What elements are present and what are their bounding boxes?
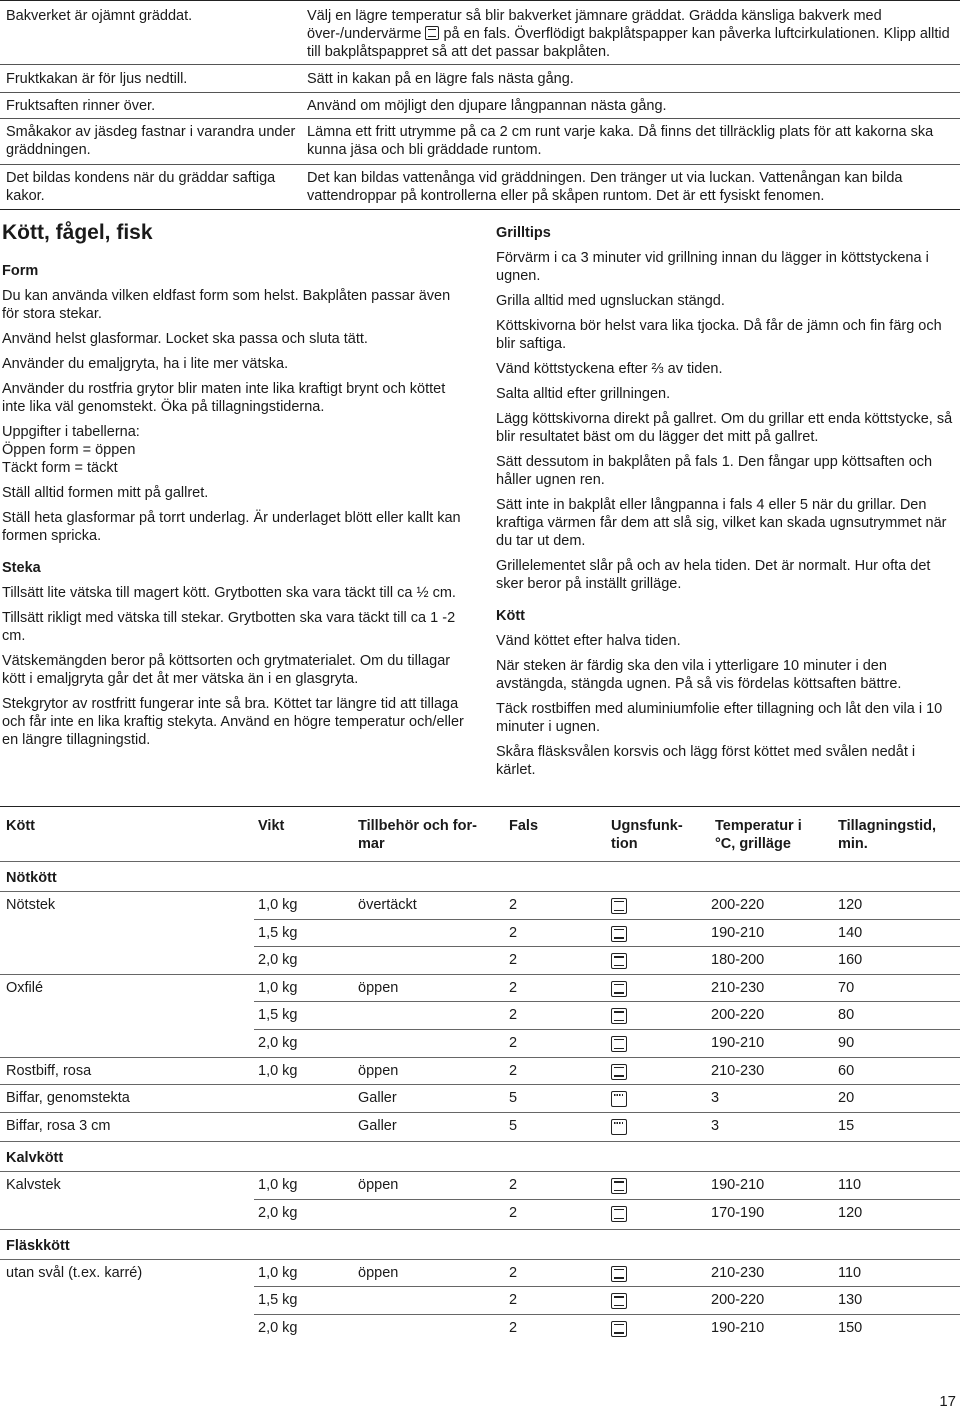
cell-fals: 2: [509, 1035, 518, 1051]
trouble-row: [0, 0, 960, 64]
table-row: [0, 1084, 960, 1112]
cell-temp: 210-230: [711, 979, 765, 996]
upper-lower-heat-icon: [611, 1293, 627, 1309]
problem-text: Det bildas kondens när du gräddar saftiga kakor.: [6, 170, 276, 204]
cell-kott: Rostbiff, rosa: [6, 1062, 92, 1079]
table-row: [0, 919, 960, 947]
table-row: [0, 891, 960, 919]
cell-temp: 3: [711, 1090, 720, 1107]
remedy-text: Lämna ett fritt utrymme på ca 2 cm runt varje kaka. Då finns det tillräcklig plats för att kakorna ska kunna jäsa och bli gräddade runtom.: [307, 124, 934, 158]
cell-tid: 70: [838, 979, 855, 996]
table-row: [0, 1286, 960, 1314]
problem-text: Fruktsaften rinner över.: [6, 98, 156, 114]
table-row: [0, 1029, 960, 1057]
upper-lower-heat-icon: [611, 1008, 627, 1024]
cell-fals: 2: [509, 952, 518, 969]
upper-lower-heat-icon: [611, 898, 627, 914]
cell-fals: 2: [509, 979, 518, 996]
cell-tid: 160: [838, 952, 863, 969]
table-row: [0, 1112, 960, 1140]
cell-temp: 200-220: [711, 897, 765, 913]
left-column: [2, 262, 470, 756]
row-divider: [254, 919, 960, 920]
form-heading: Form: [2, 263, 39, 279]
cell-temp: 200-220: [711, 1292, 765, 1309]
trouble-row: [0, 164, 960, 209]
row-divider: [0, 974, 960, 975]
row-divider: [254, 1314, 960, 1315]
row-divider: [0, 1112, 960, 1113]
table-row: [0, 1199, 960, 1227]
cell-tillbehor: öppen: [358, 1062, 399, 1079]
paragraph: Lägg köttskivorna direkt på gallret. Om du grillar ett enda köttstycke, så blir resultatet bäst om du lägger det mitt på gallret.: [496, 411, 953, 445]
cell-kott: Oxfilé: [6, 979, 44, 996]
paragraph: När steken är färdig ska den vila i ytterligare 10 minuter i den avstängda, stängda ugnen. På så vis fördelas köttsaften bättre.: [496, 658, 902, 692]
cell-kott: Biffar, genomstekta: [6, 1090, 130, 1107]
paragraph: Förvärm i ca 3 minuter vid grillning innan du lägger in köttstyckena i ugnen.: [496, 250, 929, 284]
group-divider: [0, 1141, 960, 1142]
paragraph: Salta alltid efter grillningen.: [496, 386, 671, 402]
cell-kott: utan svål (t.ex. karré): [6, 1264, 143, 1281]
cell-vikt: 2,0 kg: [258, 1035, 298, 1051]
upper-lower-heat-icon: [611, 1178, 627, 1194]
problem-text: Småkakor av jäsdeg fastnar i varandra under gräddningen.: [6, 124, 296, 158]
cell-temp: 190-210: [711, 1035, 765, 1051]
cell-temp: 200-220: [711, 1007, 765, 1024]
cell-fals: 2: [509, 924, 518, 941]
cell-tid: 60: [838, 1062, 855, 1079]
cell-vikt: 1,0 kg: [258, 1062, 298, 1079]
table-row: [0, 946, 960, 974]
paragraph: Köttskivorna bör helst vara lika tjocka. Då får de jämn och fin färg och blir saftiga.: [496, 318, 942, 352]
upper-lower-heat-icon: [611, 1266, 627, 1282]
cell-fals: 5: [509, 1090, 518, 1107]
remedy-text: Använd om möjligt den djupare långpannan nästa gång.: [307, 98, 667, 114]
cell-temp: 180-200: [711, 952, 765, 969]
cell-tid: 15: [838, 1117, 855, 1134]
row-divider: [0, 1057, 960, 1058]
cell-kott: Kalvstek: [6, 1177, 61, 1194]
cell-tillbehor: övertäckt: [358, 897, 417, 913]
cell-vikt: 1,5 kg: [258, 924, 298, 941]
paragraph: Öppen form = öppen: [2, 442, 136, 458]
upper-lower-heat-icon: [611, 953, 627, 969]
grilltips-heading: Grilltips: [496, 225, 551, 241]
cell-fals: 2: [509, 1062, 518, 1079]
paragraph: Använd helst glasformar. Locket ska passa och sluta tätt.: [2, 331, 368, 347]
group-heading: Nötkött: [6, 870, 57, 886]
cell-fals: 2: [509, 1292, 518, 1309]
trouble-row: [0, 92, 960, 118]
cell-fals: 2: [509, 897, 518, 913]
upper-lower-heat-icon: [611, 1036, 627, 1052]
header-fals: Fals: [509, 818, 539, 834]
cell-vikt: 1,5 kg: [258, 1292, 298, 1309]
paragraph: Tillsätt rikligt med vätska till stekar. Grytbotten ska vara täckt till ca 1 -2 cm.: [2, 610, 456, 644]
table-row: [0, 1314, 960, 1342]
row-divider: [254, 1029, 960, 1030]
cell-tid: 120: [838, 897, 863, 913]
paragraph: Vätskemängden beror på köttsorten och grytmaterialet. Om du tillagar kött i emaljgryta går det åt mer vätska än i en glasgryta.: [2, 653, 451, 687]
trouble-row: [0, 118, 960, 164]
problem-text: Bakverket är ojämnt gräddat.: [6, 8, 193, 24]
cell-fals: 2: [509, 1007, 518, 1024]
table-row: [0, 1001, 960, 1029]
cell-tid: 110: [838, 1177, 862, 1194]
row-divider: [0, 891, 960, 892]
paragraph: Ställ alltid formen mitt på gallret.: [2, 485, 209, 501]
group-divider: [0, 861, 960, 862]
upper-lower-heat-icon: [611, 926, 627, 942]
header-vikt: Vikt: [258, 818, 285, 834]
paragraph: Vänd köttstyckena efter ⅔ av tiden.: [496, 361, 723, 377]
cell-tid: 90: [838, 1035, 855, 1051]
row-divider: [254, 946, 960, 947]
cell-temp: 190-210: [711, 924, 765, 941]
cell-fals: 2: [509, 1319, 518, 1336]
grill-icon: [611, 1091, 627, 1107]
cell-fals: 2: [509, 1205, 518, 1221]
paragraph: Vänd köttet efter halva tiden.: [496, 633, 681, 649]
header-tillagningstid: Tillagningstid, min.: [838, 818, 937, 852]
cell-vikt: 1,0 kg: [258, 1177, 298, 1194]
section-title: Kött, fågel, fisk: [2, 221, 153, 244]
row-divider: [254, 1286, 960, 1287]
table-row: [0, 974, 960, 1002]
header-temperatur: Temperatur i °C, grilläge: [715, 818, 802, 852]
kott-heading: Kött: [496, 608, 525, 624]
cell-tid: 120: [838, 1205, 863, 1221]
paragraph: Sätt dessutom in bakplåten på fals 1. Den fångar upp köttsaften och håller ugnen ren.: [496, 454, 933, 488]
group-heading: Fläskkött: [6, 1237, 70, 1254]
remedy-text: Sätt in kakan på en lägre fals nästa gång.: [307, 71, 574, 87]
header-ugnsfunktion: Ugnsfunk- tion: [611, 818, 683, 852]
table-row: [0, 1057, 960, 1085]
cell-temp: 190-210: [711, 1319, 765, 1336]
cell-tid: 20: [838, 1090, 855, 1107]
paragraph: Tillsätt lite vätska till magert kött. Grytbotten ska vara täckt till ca ½ cm.: [2, 585, 456, 601]
upper-lower-heat-icon: [611, 1064, 627, 1080]
paragraph: Grilla alltid med ugnsluckan stängd.: [496, 293, 725, 309]
cell-fals: 5: [509, 1117, 518, 1134]
paragraph: Täckt form = täckt: [2, 460, 118, 476]
remedy-text: Det kan bildas vattenånga vid gräddningen. Den tränger ut via luckan. Vattenångan kan bilda vattendroppar på kontrollerna eller på skåpen runtom. Det är ett fysiskt fenomen.: [307, 170, 903, 204]
row-divider: [254, 1001, 960, 1002]
cell-tillbehor: Galler: [358, 1117, 397, 1134]
upper-lower-heat-icon: [611, 1321, 627, 1337]
cell-tid: 140: [838, 924, 863, 941]
cell-fals: 2: [509, 1177, 518, 1194]
cell-tillbehor: Galler: [358, 1090, 397, 1107]
table-row: [0, 1171, 960, 1199]
row-divider: [0, 1171, 960, 1172]
cell-fals: 2: [509, 1264, 518, 1281]
cell-vikt: 1,5 kg: [258, 1007, 298, 1024]
meat-table: [0, 806, 960, 1336]
group-heading: Kalvkött: [6, 1150, 64, 1167]
cell-tid: 110: [838, 1264, 862, 1281]
row-divider: [0, 1259, 960, 1260]
cell-tid: 130: [838, 1292, 863, 1309]
paragraph: Ställ heta glasformar på torrt underlag. Är underlaget blött eller kallt kan formen spricka.: [2, 510, 461, 544]
upper-lower-heat-icon: [611, 981, 627, 997]
cell-vikt: 1,0 kg: [258, 979, 298, 996]
cell-tid: 80: [838, 1007, 855, 1024]
cell-vikt: 2,0 kg: [258, 952, 298, 969]
paragraph: Använder du emaljgryta, ha i lite mer vätska.: [2, 356, 289, 372]
cell-temp: 170-190: [711, 1205, 765, 1221]
paragraph: Täck rostbiffen med aluminiumfolie efter tillagning och låt den vila i 10 minuter i ugnen.: [496, 701, 943, 735]
paragraph: Uppgifter i tabellerna:: [2, 424, 140, 440]
grill-icon: [611, 1119, 627, 1135]
steka-heading: Steka: [2, 560, 41, 576]
group-divider: [0, 1229, 960, 1230]
cell-tillbehor: öppen: [358, 979, 399, 996]
cell-vikt: 2,0 kg: [258, 1205, 298, 1221]
upper-lower-heat-icon: [611, 1206, 627, 1222]
trouble-row: [0, 64, 960, 92]
paragraph: Du kan använda vilken eldfast form som helst. Bakplåten passar även för stora stekar.: [2, 288, 451, 322]
paragraph: Sätt inte in bakplåt eller långpanna i fals 4 eller 5 när du grillar. Den kraftiga värmen får dem att slå sig, vilket kan skada ugnsutrymmet när du tar ut dem.: [496, 497, 947, 549]
cell-tid: 150: [838, 1319, 863, 1336]
cell-vikt: 1,0 kg: [258, 897, 298, 913]
paragraph: Använder du rostfria grytor blir maten inte lika kraftigt brynt och köttet inte lika väl genomstekt. Öka på tillagningstiderna.: [2, 381, 446, 415]
header-kott: Kött: [6, 818, 35, 834]
problem-text: Fruktkakan är för ljus nedtill.: [6, 71, 188, 87]
cell-temp: 190-210: [711, 1177, 765, 1194]
row-divider: [0, 1084, 960, 1085]
page-number: 17: [939, 1393, 956, 1410]
right-column: [496, 224, 956, 786]
cell-temp: 210-230: [711, 1062, 765, 1079]
remedy-text: Välj en lägre temperatur så blir bakverket jämnare gräddat. Grädda känsliga bakverk med över-/undervärme på en fals. Överflödigt bakplåtspapper kan påverka luftcirkulationen. Klipp alltid till bakplåtspappret så att det passar bakplåten.: [307, 8, 950, 60]
paragraph: Grillelementet slår på och av hela tiden. Det är normalt. Hur ofta det sker beror på inställt grilläge.: [496, 558, 931, 592]
cell-temp: 210-230: [711, 1264, 765, 1281]
cell-temp: 3: [711, 1117, 720, 1134]
cell-tillbehor: öppen: [358, 1177, 399, 1194]
upper-lower-heat-icon: [425, 26, 439, 40]
header-tillbehor: Tillbehör och for- mar: [358, 818, 477, 852]
row-divider: [254, 1199, 960, 1200]
cell-vikt: 2,0 kg: [258, 1319, 298, 1336]
cell-tillbehor: öppen: [358, 1264, 399, 1281]
paragraph: Skåra fläsksvålen korsvis och lägg först köttet med svålen nedåt i kärlet.: [496, 744, 916, 778]
paragraph: Stekgrytor av rostfritt fungerar inte så bra. Köttet tar längre tid att tillaga och får inte en lika kraftig stekyta. Använd en högre temperatur och/eller en längre tillagningstid.: [2, 696, 464, 748]
troubleshooting-table: [0, 0, 960, 210]
cell-vikt: 1,0 kg: [258, 1264, 298, 1281]
cell-kott: Nötstek: [6, 897, 56, 913]
cell-kott: Biffar, rosa 3 cm: [6, 1117, 111, 1134]
table-row: [0, 1259, 960, 1287]
